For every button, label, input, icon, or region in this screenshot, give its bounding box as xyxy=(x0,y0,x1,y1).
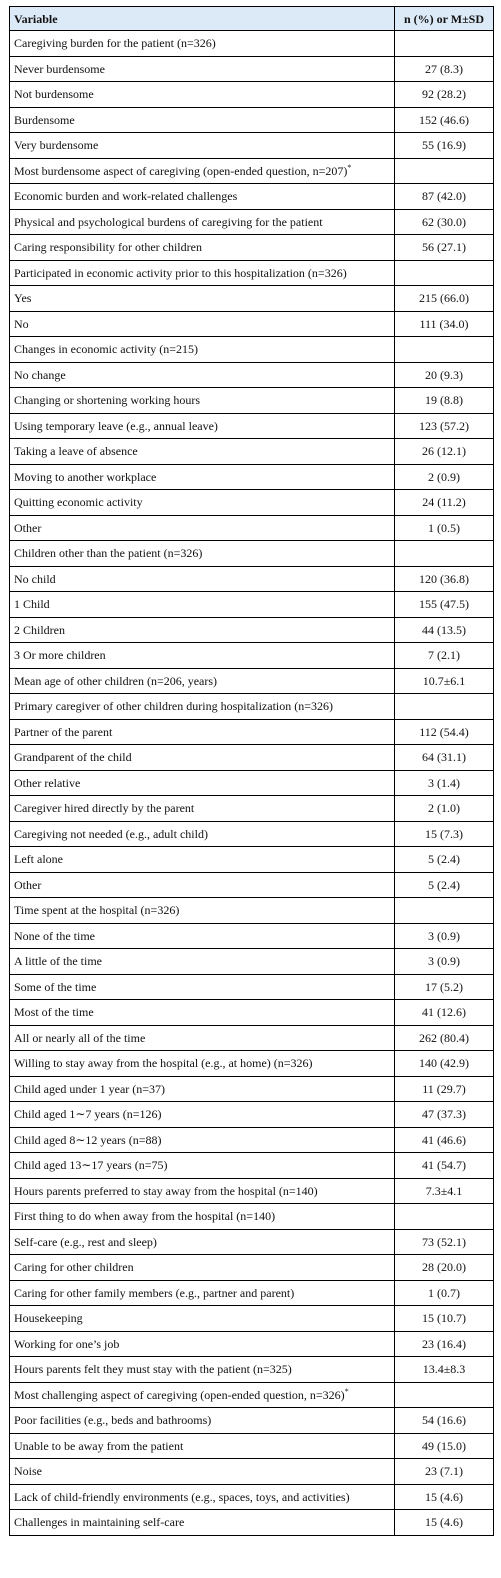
row-variable-cell xyxy=(10,490,395,516)
row-variable-label: Most challenging aspect of caregiving (open-ended question, n=326) xyxy=(14,1387,345,1402)
row-value-cell: 87 (42.0) xyxy=(395,184,494,210)
row-variable-cell xyxy=(10,82,395,108)
row-value-cell xyxy=(395,898,494,924)
table-row xyxy=(10,745,494,771)
row-variable-cell xyxy=(10,1433,395,1459)
table-row xyxy=(10,923,494,949)
row-value-cell: 47 (37.3) xyxy=(395,1102,494,1128)
row-value-cell: 41 (12.6) xyxy=(395,1000,494,1026)
row-value-cell: 152 (46.6) xyxy=(395,107,494,133)
row-variable-cell xyxy=(10,1178,395,1204)
row-variable-label: Self-care (e.g., rest and sleep) xyxy=(14,1234,157,1249)
table-row xyxy=(10,158,494,184)
row-variable-cell xyxy=(10,1408,395,1434)
row-variable-cell xyxy=(10,719,395,745)
row-variable-cell xyxy=(10,286,395,312)
row-variable-cell xyxy=(10,694,395,720)
table-header xyxy=(10,7,494,31)
table-row xyxy=(10,949,494,975)
row-value-cell: 112 (54.4) xyxy=(395,719,494,745)
row-value-cell: 262 (80.4) xyxy=(395,1025,494,1051)
table-row xyxy=(10,337,494,363)
row-variable-cell xyxy=(10,821,395,847)
row-value-cell: 111 (34.0) xyxy=(395,311,494,337)
row-variable-label: Burdensome xyxy=(14,112,75,127)
table-body xyxy=(10,31,494,1536)
table-row xyxy=(10,821,494,847)
row-variable-label: Lack of child-friendly environments (e.g., spaces, toys, and activities) xyxy=(14,1489,350,1504)
table-row xyxy=(10,1306,494,1332)
row-variable-label: Child aged under 1 year (n=37) xyxy=(14,1081,166,1096)
row-variable-cell xyxy=(10,1051,395,1077)
row-value-cell: 15 (10.7) xyxy=(395,1306,494,1332)
row-variable-cell xyxy=(10,1000,395,1026)
row-variable-cell xyxy=(10,1127,395,1153)
row-variable-cell xyxy=(10,1382,395,1408)
row-variable-cell xyxy=(10,898,395,924)
table-row xyxy=(10,1178,494,1204)
caregiving-table xyxy=(9,6,494,1536)
row-value-cell: 5 (2.4) xyxy=(395,847,494,873)
row-value-cell: 44 (13.5) xyxy=(395,617,494,643)
table-row xyxy=(10,643,494,669)
row-variable-label: Hours parents preferred to stay away from the hospital (n=140) xyxy=(14,1183,318,1198)
row-variable-label: Not burdensome xyxy=(14,87,94,102)
row-variable-cell xyxy=(10,974,395,1000)
row-value-cell: 23 (7.1) xyxy=(395,1459,494,1485)
row-variable-cell xyxy=(10,1229,395,1255)
row-value-cell: 2 (0.9) xyxy=(395,464,494,490)
table-row xyxy=(10,668,494,694)
row-variable-label: Partner of the parent xyxy=(14,724,113,739)
row-variable-label: Housekeeping xyxy=(14,1311,83,1326)
header-row xyxy=(10,7,494,31)
row-variable-cell xyxy=(10,209,395,235)
row-value-cell: 19 (8.8) xyxy=(395,388,494,414)
row-value-cell: 13.4±8.3 xyxy=(395,1357,494,1383)
row-variable-label: First thing to do when away from the hospital (n=140) xyxy=(14,1209,276,1224)
row-value-cell: 123 (57.2) xyxy=(395,413,494,439)
row-variable-cell xyxy=(10,260,395,286)
row-variable-cell xyxy=(10,541,395,567)
row-variable-label: Physical and psychological burdens of caregiving for the patient xyxy=(14,214,323,229)
row-value-cell xyxy=(395,1204,494,1230)
row-variable-label: Economic burden and work-related challenges xyxy=(14,189,238,204)
table-row xyxy=(10,1051,494,1077)
table-row xyxy=(10,1357,494,1383)
table-row xyxy=(10,133,494,159)
row-variable-cell xyxy=(10,949,395,975)
row-variable-label: None of the time xyxy=(14,928,95,943)
table-row xyxy=(10,1484,494,1510)
row-variable-label: Unable to be away from the patient xyxy=(14,1438,184,1453)
row-variable-label: Changing or shortening working hours xyxy=(14,393,200,408)
table-row xyxy=(10,694,494,720)
table-row xyxy=(10,796,494,822)
row-variable-cell xyxy=(10,1280,395,1306)
footnote-marker: * xyxy=(344,1386,349,1396)
table-row xyxy=(10,1408,494,1434)
row-value-cell: 24 (11.2) xyxy=(395,490,494,516)
row-variable-cell xyxy=(10,566,395,592)
table-row xyxy=(10,209,494,235)
row-value-cell: 20 (9.3) xyxy=(395,362,494,388)
row-variable-cell xyxy=(10,31,395,57)
row-variable-label: Child aged 1∼7 years (n=126) xyxy=(14,1107,162,1122)
row-value-cell xyxy=(395,541,494,567)
table-row xyxy=(10,56,494,82)
table-row xyxy=(10,235,494,261)
row-variable-label: Other xyxy=(14,877,42,892)
footnote-marker: * xyxy=(347,162,352,172)
row-value-cell xyxy=(395,158,494,184)
row-variable-cell xyxy=(10,1510,395,1536)
row-variable-label: No xyxy=(14,316,29,331)
table-row xyxy=(10,82,494,108)
row-variable-cell xyxy=(10,770,395,796)
row-value-cell: 10.7±6.1 xyxy=(395,668,494,694)
table-row xyxy=(10,1280,494,1306)
row-variable-cell xyxy=(10,872,395,898)
row-variable-label: Other xyxy=(14,520,42,535)
row-value-cell: 7.3±4.1 xyxy=(395,1178,494,1204)
header-value: n (%) or M±SD xyxy=(395,7,494,31)
table-row xyxy=(10,388,494,414)
table-row xyxy=(10,872,494,898)
row-variable-label: Never burdensome xyxy=(14,61,105,76)
table-row xyxy=(10,1102,494,1128)
row-value-cell: 2 (1.0) xyxy=(395,796,494,822)
row-variable-label: Caregiving not needed (e.g., adult child) xyxy=(14,826,208,841)
row-variable-cell xyxy=(10,643,395,669)
row-variable-label: Very burdensome xyxy=(14,138,99,153)
row-variable-label: Most of the time xyxy=(14,1005,94,1020)
row-variable-cell xyxy=(10,668,395,694)
table-row xyxy=(10,1153,494,1179)
row-variable-cell xyxy=(10,1331,395,1357)
row-value-cell: 155 (47.5) xyxy=(395,592,494,618)
table-row xyxy=(10,107,494,133)
row-variable-cell xyxy=(10,1306,395,1332)
row-variable-cell xyxy=(10,362,395,388)
row-value-cell: 215 (66.0) xyxy=(395,286,494,312)
row-variable-cell xyxy=(10,107,395,133)
row-variable-label: Left alone xyxy=(14,852,63,867)
row-value-cell: 3 (1.4) xyxy=(395,770,494,796)
row-variable-cell xyxy=(10,1484,395,1510)
row-variable-cell xyxy=(10,847,395,873)
table-row xyxy=(10,1025,494,1051)
row-variable-label: Taking a leave of absence xyxy=(14,444,138,459)
row-variable-label: Other relative xyxy=(14,775,81,790)
row-value-cell: 3 (0.9) xyxy=(395,923,494,949)
row-value-cell: 120 (36.8) xyxy=(395,566,494,592)
row-variable-cell xyxy=(10,1204,395,1230)
row-variable-label: Changes in economic activity (n=215) xyxy=(14,342,199,357)
table-row xyxy=(10,1127,494,1153)
table-row xyxy=(10,260,494,286)
row-value-cell: 49 (15.0) xyxy=(395,1433,494,1459)
table-row xyxy=(10,566,494,592)
row-value-cell: 62 (30.0) xyxy=(395,209,494,235)
table-row xyxy=(10,1510,494,1536)
table-row xyxy=(10,286,494,312)
row-variable-label: Caregiver hired directly by the parent xyxy=(14,801,195,816)
row-variable-label: Caring responsibility for other children xyxy=(14,240,202,255)
row-variable-cell xyxy=(10,515,395,541)
row-variable-label: Time spent at the hospital (n=326) xyxy=(14,903,180,918)
row-variable-label: Willing to stay away from the hospital (e.g., at home) (n=326) xyxy=(14,1056,313,1071)
row-variable-label: Primary caregiver of other children during hospitalization (n=326) xyxy=(14,699,334,714)
row-value-cell: 11 (29.7) xyxy=(395,1076,494,1102)
table-row xyxy=(10,719,494,745)
table-row xyxy=(10,1204,494,1230)
row-variable-cell xyxy=(10,1153,395,1179)
row-value-cell: 15 (7.3) xyxy=(395,821,494,847)
row-variable-label: Caring for other family members (e.g., partner and parent) xyxy=(14,1285,295,1300)
row-variable-cell xyxy=(10,439,395,465)
row-variable-cell xyxy=(10,923,395,949)
row-variable-label: Hours parents felt they must stay with the patient (n=325) xyxy=(14,1362,292,1377)
row-variable-label: Child aged 13∼17 years (n=75) xyxy=(14,1158,168,1173)
table-row xyxy=(10,541,494,567)
table-row xyxy=(10,1459,494,1485)
row-variable-cell xyxy=(10,413,395,439)
row-variable-cell xyxy=(10,1076,395,1102)
row-value-cell: 54 (16.6) xyxy=(395,1408,494,1434)
row-variable-label: Caring for other children xyxy=(14,1260,134,1275)
row-variable-cell xyxy=(10,1357,395,1383)
row-value-cell xyxy=(395,694,494,720)
table-row xyxy=(10,464,494,490)
row-variable-label: Moving to another workplace xyxy=(14,469,157,484)
table-row xyxy=(10,1076,494,1102)
row-value-cell: 64 (31.1) xyxy=(395,745,494,771)
table-row xyxy=(10,592,494,618)
row-variable-cell xyxy=(10,337,395,363)
table-row xyxy=(10,617,494,643)
table-row xyxy=(10,847,494,873)
row-value-cell xyxy=(395,1382,494,1408)
row-variable-label: Using temporary leave (e.g., annual leave) xyxy=(14,418,218,433)
row-variable-cell xyxy=(10,592,395,618)
table-row xyxy=(10,898,494,924)
row-value-cell: 92 (28.2) xyxy=(395,82,494,108)
row-value-cell: 15 (4.6) xyxy=(395,1484,494,1510)
row-value-cell: 17 (5.2) xyxy=(395,974,494,1000)
row-variable-cell xyxy=(10,617,395,643)
row-value-cell: 73 (52.1) xyxy=(395,1229,494,1255)
row-value-cell: 55 (16.9) xyxy=(395,133,494,159)
row-variable-cell xyxy=(10,1102,395,1128)
row-value-cell xyxy=(395,337,494,363)
row-value-cell: 3 (0.9) xyxy=(395,949,494,975)
caregiving-table-container xyxy=(9,6,493,1536)
row-variable-label: 1 Child xyxy=(14,597,50,612)
table-row xyxy=(10,413,494,439)
table-row xyxy=(10,515,494,541)
row-value-cell: 41 (46.6) xyxy=(395,1127,494,1153)
row-variable-label: Participated in economic activity prior to this hospitalization (n=326) xyxy=(14,265,347,280)
table-row xyxy=(10,1229,494,1255)
row-variable-label: Challenges in maintaining self-care xyxy=(14,1515,185,1530)
row-value-cell: 140 (42.9) xyxy=(395,1051,494,1077)
row-variable-label: Poor facilities (e.g., beds and bathrooms) xyxy=(14,1413,212,1428)
row-variable-cell xyxy=(10,235,395,261)
row-variable-cell xyxy=(10,464,395,490)
table-row xyxy=(10,1331,494,1357)
row-variable-cell xyxy=(10,56,395,82)
row-variable-cell xyxy=(10,184,395,210)
row-variable-cell xyxy=(10,388,395,414)
row-value-cell: 27 (8.3) xyxy=(395,56,494,82)
row-value-cell: 26 (12.1) xyxy=(395,439,494,465)
table-row xyxy=(10,31,494,57)
row-variable-label: Grandparent of the child xyxy=(14,750,132,765)
row-value-cell: 56 (27.1) xyxy=(395,235,494,261)
row-variable-label: Children other than the patient (n=326) xyxy=(14,546,203,561)
row-variable-cell xyxy=(10,745,395,771)
row-variable-label: Some of the time xyxy=(14,979,97,994)
table-row xyxy=(10,490,494,516)
row-value-cell: 41 (54.7) xyxy=(395,1153,494,1179)
row-variable-label: Working for one’s job xyxy=(14,1336,120,1351)
row-value-cell: 7 (2.1) xyxy=(395,643,494,669)
row-value-cell: 15 (4.6) xyxy=(395,1510,494,1536)
row-value-cell: 5 (2.4) xyxy=(395,872,494,898)
table-row xyxy=(10,1382,494,1408)
row-variable-label: A little of the time xyxy=(14,954,102,969)
row-variable-label: Child aged 8∼12 years (n=88) xyxy=(14,1132,162,1147)
row-value-cell: 23 (16.4) xyxy=(395,1331,494,1357)
row-variable-cell xyxy=(10,311,395,337)
table-row xyxy=(10,1433,494,1459)
table-row xyxy=(10,770,494,796)
row-value-cell: 1 (0.7) xyxy=(395,1280,494,1306)
table-row xyxy=(10,362,494,388)
row-value-cell: 28 (20.0) xyxy=(395,1255,494,1281)
table-row xyxy=(10,974,494,1000)
row-variable-label: Mean age of other children (n=206, years) xyxy=(14,673,218,688)
row-variable-label: No change xyxy=(14,367,66,382)
row-variable-label: 3 Or more children xyxy=(14,648,106,663)
row-variable-cell xyxy=(10,796,395,822)
row-value-cell xyxy=(395,260,494,286)
row-variable-cell xyxy=(10,1255,395,1281)
row-variable-label: Quitting economic activity xyxy=(14,495,143,510)
row-variable-label: Most burdensome aspect of caregiving (open-ended question, n=207) xyxy=(14,163,348,178)
table-row xyxy=(10,1000,494,1026)
table-row xyxy=(10,1255,494,1281)
row-variable-label: Noise xyxy=(14,1464,42,1479)
row-variable-label: No child xyxy=(14,571,56,586)
row-variable-label: Yes xyxy=(14,291,32,306)
table-row xyxy=(10,184,494,210)
header-variable: Variable xyxy=(10,7,395,31)
row-variable-label: 2 Children xyxy=(14,622,65,637)
table-row xyxy=(10,311,494,337)
table-row xyxy=(10,439,494,465)
row-variable-label: Caregiving burden for the patient (n=326) xyxy=(14,36,216,51)
row-variable-cell xyxy=(10,1025,395,1051)
row-value-cell xyxy=(395,31,494,57)
row-variable-label: All or nearly all of the time xyxy=(14,1030,146,1045)
row-variable-cell xyxy=(10,158,395,184)
row-value-cell: 1 (0.5) xyxy=(395,515,494,541)
row-variable-cell xyxy=(10,1459,395,1485)
row-variable-cell xyxy=(10,133,395,159)
